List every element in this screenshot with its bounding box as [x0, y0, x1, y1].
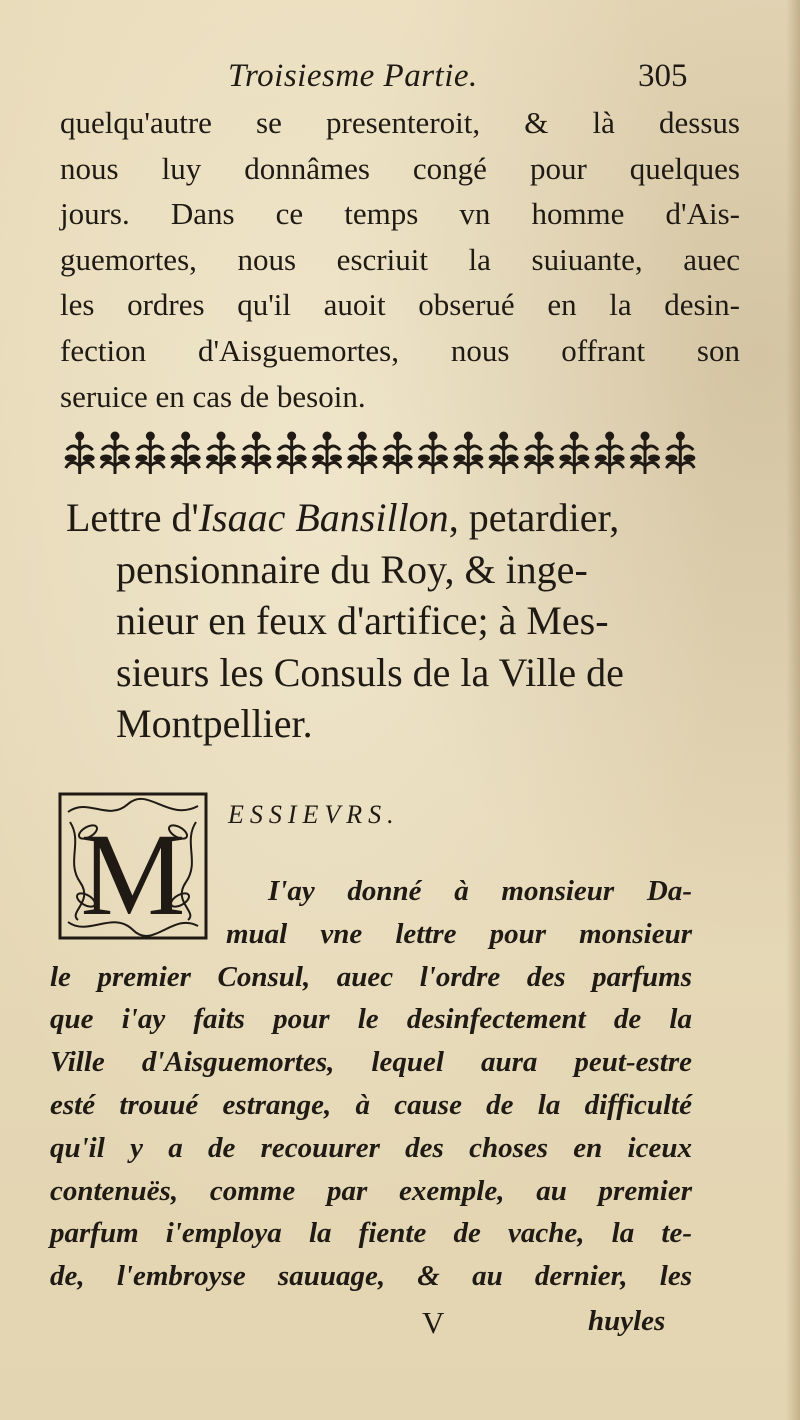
- initial-letter: M: [80, 809, 186, 940]
- fleuron-motif: [489, 432, 519, 475]
- body-line: guemortes, nous escriuit la suiuante, auec: [60, 241, 740, 277]
- fleuron-motif: [453, 432, 483, 475]
- fleuron-ornament-icon: [62, 428, 698, 480]
- heading-line: sieurs les Consuls de la Ville de: [116, 649, 624, 695]
- letter-line: qu'il y a de recouurer des choses en iceux: [50, 1131, 692, 1164]
- body-line: jours. Dans ce temps vn homme d'Ais-: [60, 196, 740, 232]
- heading-prefix: Lettre d': [66, 495, 199, 540]
- fleuron-motif: [559, 432, 589, 475]
- fleuron-motif: [595, 432, 625, 475]
- running-header: [0, 58, 800, 98]
- fleuron-motif: [241, 432, 271, 475]
- catchword: huyles: [588, 1305, 666, 1337]
- fleuron-motif: [524, 432, 554, 475]
- heading-line: Montpellier.: [116, 701, 313, 746]
- body-line: nous luy donnâmes congé pour quelques: [60, 150, 740, 186]
- letter-line: parfum i'employa la fiente de vache, la te-: [50, 1217, 692, 1250]
- fleuron-motif: [630, 432, 660, 475]
- letter-body: [50, 870, 692, 1298]
- letter-line: de, l'embroyse sauuage, & au dernier, les: [50, 1260, 692, 1293]
- body-line: quelqu'autre se presenteroit, & là dessus: [60, 105, 740, 140]
- letter-line: esté trouué estrange, à cause de la difficulté: [50, 1088, 692, 1121]
- page-footer: [0, 1305, 800, 1351]
- letter-line: contenuës, comme par exemple, au premier: [50, 1174, 692, 1207]
- letter-line: que i'ay faits pour le desinfectement de la: [50, 1003, 692, 1036]
- letter-line: le premier Consul, auec l'ordre des parfums: [50, 960, 692, 993]
- body-paragraph: [60, 100, 740, 419]
- heading-first-line: [66, 492, 706, 544]
- fleuron-motif: [171, 432, 201, 475]
- running-title: Troisiesme Partie.: [228, 58, 478, 94]
- fleuron-motif: [100, 432, 130, 475]
- heading-line: pensionnaire du Roy, & inge-: [116, 546, 588, 592]
- page-edge-shadow: [786, 0, 800, 1420]
- heading-line: nieur en feux d'artifice; à Mes-: [116, 598, 609, 643]
- body-line: les ordres qu'il auoit obserué en la desin-: [60, 287, 740, 323]
- fleuron-motif: [277, 432, 307, 475]
- fleuron-motif: [65, 432, 95, 475]
- salutation: ESSIEVRS.: [228, 800, 400, 829]
- letter-line: Ville d'Aisguemortes, lequel aura peut-estre: [50, 1046, 692, 1079]
- heading-author: Isaac Bansillon: [198, 495, 449, 540]
- fleuron-motif: [383, 432, 413, 475]
- fleuron-motif: [135, 432, 165, 475]
- letter-line: I'ay donné à monsieur Da-: [268, 875, 692, 907]
- letter-line: mual vne lettre pour monsieur: [226, 917, 692, 950]
- fleuron-motif: [665, 432, 695, 475]
- signature-mark: V: [422, 1305, 445, 1340]
- body-line: seruice en cas de besoin.: [60, 378, 366, 414]
- fleuron-motif: [312, 432, 342, 475]
- body-line: fection d'Aisguemortes, nous offrant son: [60, 332, 740, 368]
- fleuron-motif: [347, 432, 377, 475]
- heading-suffix: , petardier,: [448, 495, 620, 540]
- letter-heading: [66, 492, 706, 750]
- fleuron-motif: [206, 432, 236, 475]
- fleuron-motif: [418, 432, 448, 475]
- page-number: 305: [638, 58, 688, 94]
